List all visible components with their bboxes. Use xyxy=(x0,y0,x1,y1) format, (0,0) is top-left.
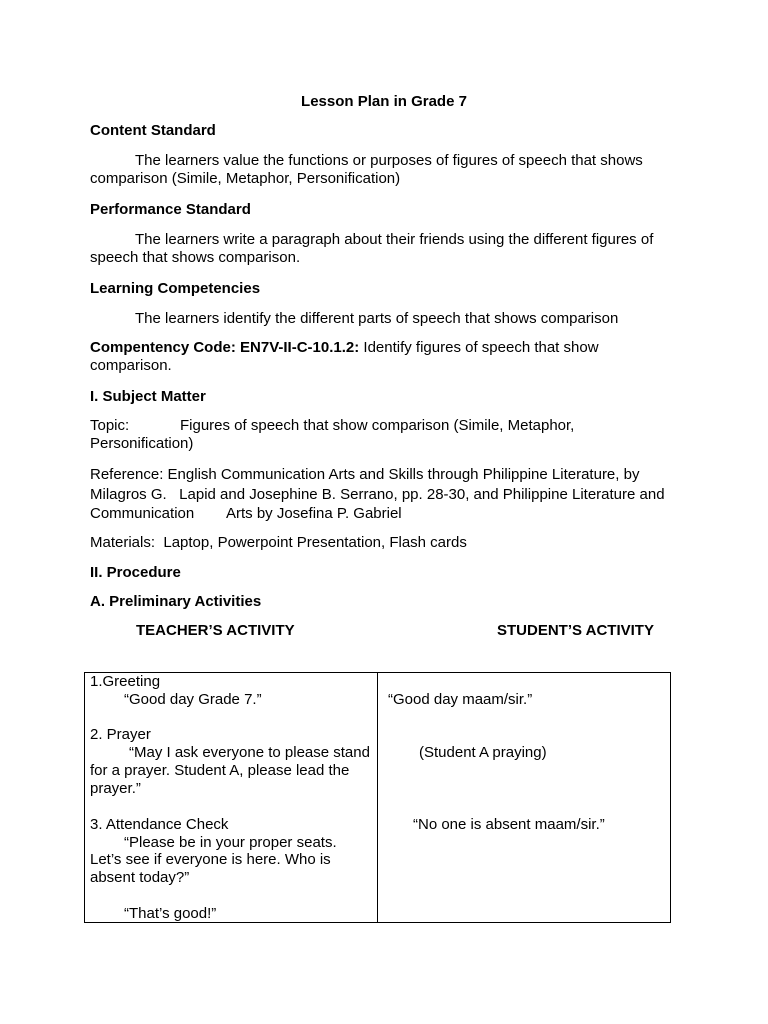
subject-matter-heading: I. Subject Matter xyxy=(90,388,206,405)
competency-code-text: Identify figures of speech that show comparison. xyxy=(90,339,599,374)
student-activity-cell xyxy=(378,673,671,923)
content-standard-text: The learners value the functions or purposes of figures of speech that shows comparison (Simile, Metaphor, Personification) xyxy=(90,152,643,187)
prayer-reply: (Student A praying) xyxy=(419,744,547,761)
topic xyxy=(90,417,680,453)
materials: Materials: Laptop, Powerpoint Presentation, Flash cards xyxy=(90,534,467,551)
attendance-line-3: absent today?” xyxy=(90,869,190,886)
attendance-line-2: Let’s see if everyone is here. Who is xyxy=(90,851,331,868)
procedure-heading: II. Procedure xyxy=(90,564,181,581)
preliminary-activities-heading: A. Preliminary Activities xyxy=(90,593,262,610)
greeting-label: 1.Greeting xyxy=(90,673,161,690)
attendance-line-1: “Please be in your proper seats. xyxy=(124,834,337,851)
learning-competencies-heading: Learning Competencies xyxy=(90,280,261,297)
learning-competencies-text: The learners identify the different parts of speech that shows comparison xyxy=(135,310,619,327)
prayer-line-3: prayer.” xyxy=(90,780,141,797)
attendance-label: 3. Attendance Check xyxy=(90,816,229,833)
performance-standard-text: The learners write a paragraph about their friends using the different figures of speech that shows comparison. xyxy=(90,231,654,266)
reference-line-1: Reference: English Communication Arts and Skills through Philippine Literature, by xyxy=(90,466,640,483)
prayer-label: 2. Prayer xyxy=(90,726,151,743)
performance-standard-heading: Performance Standard xyxy=(90,201,251,218)
teacher-activity-header: TEACHER’S ACTIVITY xyxy=(136,622,295,639)
activity-table xyxy=(84,672,671,923)
content-standard-heading: Content Standard xyxy=(90,122,216,139)
competency-code-label: Compentency Code: EN7V-II-C-10.1.2: xyxy=(90,339,360,356)
greeting-line: “Good day Grade 7.” xyxy=(124,691,262,708)
prayer-line-1: “May I ask everyone to please stand xyxy=(129,744,370,761)
teacher-activity-cell xyxy=(85,673,378,923)
good-line: “That’s good!” xyxy=(124,905,217,922)
topic-text: Figures of speech that show comparison (Simile, Metaphor, Personification) xyxy=(90,417,575,452)
reference-line-3b: Arts by Josefina P. Gabriel xyxy=(226,505,402,522)
student-activity-header: STUDENT’S ACTIVITY xyxy=(497,622,654,639)
attendance-reply: “No one is absent maam/sir.” xyxy=(413,816,605,833)
reference-line-3a: Communication xyxy=(90,505,195,522)
page-title: Lesson Plan in Grade 7 xyxy=(301,93,467,110)
topic-label: Topic: xyxy=(90,417,130,434)
prayer-line-2: for a prayer. Student A, please lead the xyxy=(90,762,350,779)
reference-line-2: Milagros G. Lapid and Josephine B. Serrano, pp. 28-30, and Philippine Literature and xyxy=(90,486,665,503)
competency-code xyxy=(90,339,680,375)
greeting-reply: “Good day maam/sir.” xyxy=(388,691,533,708)
reference-line-3 xyxy=(90,505,680,523)
